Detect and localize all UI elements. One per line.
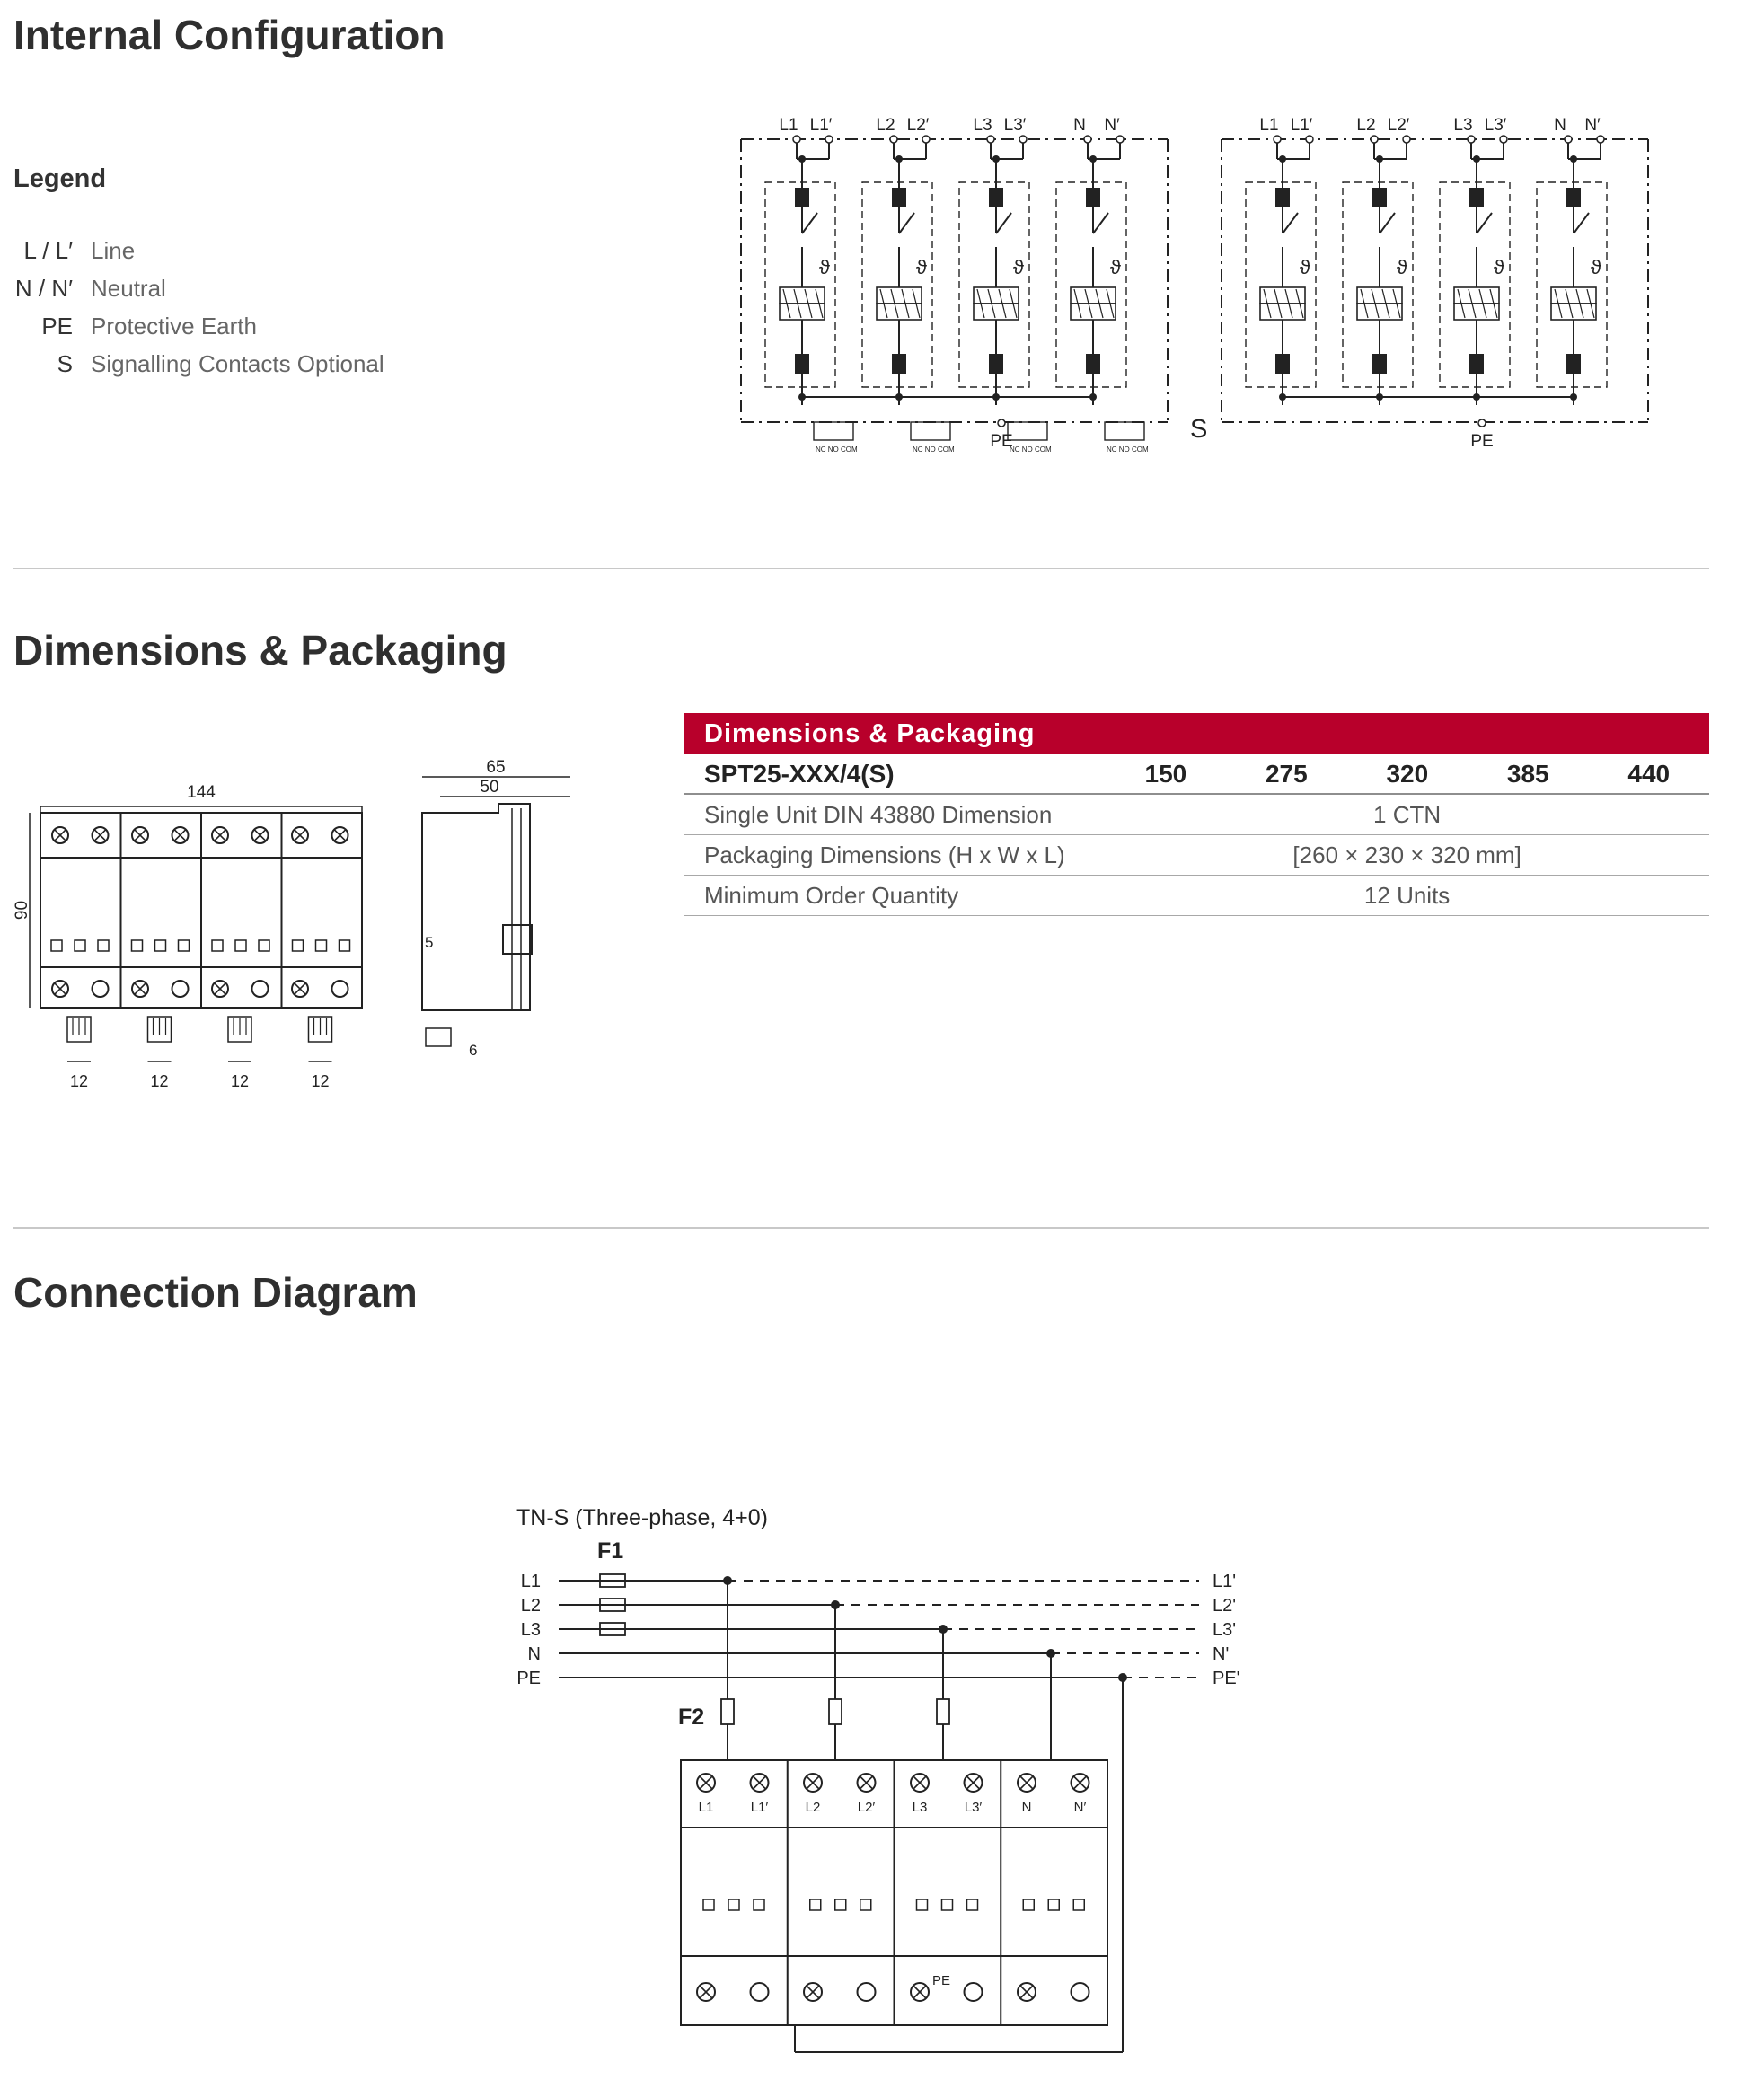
legend-symbol: PE — [41, 312, 73, 339]
thermal-symbol: ϑ — [1013, 256, 1025, 278]
terminal-circle — [332, 981, 348, 997]
indicator-square — [967, 1899, 978, 1910]
terminal-label: N — [1021, 1800, 1032, 1815]
indicator-square — [703, 1899, 714, 1910]
divider — [13, 1227, 1709, 1229]
pe-node — [998, 419, 1005, 427]
terminal-node — [1468, 136, 1475, 143]
fuse-element — [990, 189, 1002, 207]
fuse-element — [796, 355, 808, 373]
terminal-circle — [1072, 1983, 1089, 2001]
terminal-label: N — [1073, 116, 1086, 135]
terminal-node — [1116, 136, 1124, 143]
terminal-circle — [172, 981, 189, 997]
indicator-square — [293, 940, 304, 951]
switch-blade — [1380, 213, 1395, 233]
dim-small-b-label: 6 — [469, 1042, 478, 1059]
fuse-element — [893, 355, 905, 373]
indicator-square — [860, 1899, 871, 1910]
terminal-label: L1 — [1259, 116, 1279, 135]
varistor — [1454, 304, 1499, 320]
fuse-element — [1087, 355, 1099, 373]
signal-contact-box — [911, 422, 950, 440]
dim-depth-label: 65 — [486, 758, 506, 777]
indicator-square — [51, 940, 62, 951]
switch-blade — [899, 213, 914, 233]
voltage-320: 320 — [1386, 759, 1429, 788]
internal-configuration-diagram — [736, 103, 1689, 463]
fuse-element — [1276, 355, 1289, 373]
section-title-connection-diagram: Connection Diagram — [13, 1269, 418, 1316]
legend-symbol: L / L′ — [23, 236, 73, 264]
switch-blade — [1477, 213, 1492, 233]
side-latch — [503, 925, 532, 954]
section-title-dimensions-packaging: Dimensions & Packaging — [13, 627, 507, 674]
line-in-label: N — [527, 1644, 541, 1664]
fuse-element — [1276, 189, 1289, 207]
terminal-node — [1084, 136, 1091, 143]
voltage-150: 150 — [1144, 759, 1187, 788]
s-label: S — [1190, 415, 1208, 444]
terminal-node — [1274, 136, 1281, 143]
thermal-symbol: ϑ — [916, 256, 928, 278]
contact-labels: NC NO COM — [816, 445, 858, 454]
terminal-circle — [93, 981, 109, 997]
terminal-label: L3′ — [1484, 116, 1507, 135]
terminal-label: L3 — [973, 116, 992, 135]
terminal-node — [1500, 136, 1507, 143]
dim-pitch-label: 12 — [69, 1072, 89, 1090]
indicator-square — [179, 940, 190, 951]
line-out-label: L3' — [1213, 1620, 1237, 1640]
terminal-circle — [858, 1983, 876, 2001]
legend-title: Legend — [13, 164, 107, 193]
row-label: Packaging Dimensions (H x W x L) — [704, 841, 1065, 868]
dim-pitch-label: 12 — [150, 1072, 169, 1090]
legend-desc: Signalling Contacts Optional — [91, 349, 384, 377]
fuse-element — [1470, 355, 1483, 373]
dim-small-a-label: 5 — [425, 934, 434, 951]
thermal-symbol: ϑ — [1110, 256, 1122, 278]
indicator-square — [942, 1899, 953, 1910]
legend-list — [13, 232, 384, 383]
pe-label: PE — [1470, 432, 1494, 451]
table-header: Dimensions & Packaging — [684, 713, 1709, 754]
indicator-square — [212, 940, 223, 951]
thermal-symbol: ϑ — [1397, 256, 1408, 278]
contact-labels: NC NO COM — [1010, 445, 1052, 454]
signal-contact-box — [1008, 422, 1047, 440]
terminal-circle — [751, 1983, 769, 2001]
indicator-square — [340, 940, 350, 951]
table-row — [684, 835, 1709, 876]
thermal-symbol: ϑ — [1300, 256, 1311, 278]
row-label: Minimum Order Quantity — [704, 881, 959, 909]
line-out-label: L1' — [1213, 1572, 1237, 1591]
terminal-node — [987, 136, 994, 143]
terminal-circle — [252, 981, 269, 997]
terminal-label: N′ — [1104, 116, 1120, 135]
terminal-label: L1 — [698, 1800, 714, 1815]
contact-labels: NC NO COM — [913, 445, 955, 454]
terminal-circle — [965, 1983, 983, 2001]
side-view-outline — [422, 804, 530, 1010]
terminal-label: L3 — [912, 1800, 928, 1815]
fuse-element — [1567, 355, 1580, 373]
table-row — [684, 795, 1709, 835]
indicator-square — [1073, 1899, 1084, 1910]
line-in-label: L1 — [520, 1572, 541, 1591]
dim-width-label: 144 — [187, 783, 216, 802]
signal-contact-box — [1105, 422, 1144, 440]
fuse-f1-label: F1 — [597, 1538, 624, 1564]
legend-desc: Protective Earth — [91, 312, 257, 339]
terminal-node — [1403, 136, 1410, 143]
switch-blade — [1093, 213, 1108, 233]
thermal-symbol: ϑ — [1591, 256, 1602, 278]
terminal-label: N — [1554, 116, 1566, 135]
legend-item-neutral — [13, 269, 384, 307]
indicator-square — [235, 940, 246, 951]
thermal-symbol: ϑ — [1494, 256, 1505, 278]
line-in-label: PE — [516, 1669, 541, 1688]
din-clip — [426, 1028, 451, 1046]
terminal-label: L1′ — [750, 1800, 769, 1815]
indicator-square — [98, 940, 109, 951]
terminal-label: L2 — [876, 116, 895, 135]
voltage-275: 275 — [1265, 759, 1308, 788]
indicator-square — [728, 1899, 739, 1910]
varistor — [1357, 304, 1402, 320]
indicator-square — [155, 940, 166, 951]
voltage-385: 385 — [1506, 759, 1549, 788]
terminal-label: N′ — [1073, 1800, 1087, 1815]
indicator-square — [1048, 1899, 1059, 1910]
fuse-element — [796, 189, 808, 207]
connection-diagram — [503, 1491, 1266, 2048]
legend-item-line — [13, 232, 384, 269]
row-label: Single Unit DIN 43880 Dimension — [704, 800, 1053, 828]
voltage-440: 440 — [1627, 759, 1671, 788]
terminal-node — [825, 136, 833, 143]
terminal-label: L1′ — [1290, 116, 1313, 135]
fuse-f2-label: F2 — [678, 1705, 705, 1730]
legend-item-protective-earth — [13, 307, 384, 345]
terminal-label: L2′ — [857, 1800, 876, 1815]
indicator-square — [316, 940, 327, 951]
varistor — [1551, 304, 1596, 320]
table-model-row — [684, 754, 1709, 795]
fuse-element — [990, 355, 1002, 373]
line-in-label: L3 — [520, 1620, 541, 1640]
table-row — [684, 876, 1709, 916]
indicator-square — [835, 1899, 846, 1910]
varistor — [1071, 304, 1116, 320]
line-out-label: L2' — [1213, 1596, 1237, 1616]
terminal-label: L1′ — [809, 116, 833, 135]
dimensions-table — [684, 713, 1709, 916]
row-value: [260 × 230 × 320 mm] — [1292, 841, 1521, 868]
section-title-internal-configuration: Internal Configuration — [13, 12, 445, 58]
terminal-node — [922, 136, 930, 143]
terminal-node — [793, 136, 800, 143]
terminal-label: L3′ — [964, 1800, 983, 1815]
fuse-element — [1567, 189, 1580, 207]
pe-label: PE — [990, 432, 1013, 451]
fuse-element — [1373, 189, 1386, 207]
row-value: 1 CTN — [1373, 800, 1442, 828]
terminal-label: L1 — [779, 116, 798, 135]
divider — [13, 568, 1709, 569]
varistor — [780, 304, 825, 320]
indicator-square — [917, 1899, 928, 1910]
indicator-square — [75, 940, 85, 951]
indicator-square — [259, 940, 269, 951]
switch-blade — [1574, 213, 1589, 233]
dimension-drawing — [13, 754, 588, 1114]
indicator-square — [810, 1899, 821, 1910]
connection-title: TN-S (Three-phase, 4+0) — [516, 1505, 768, 1530]
dim-depth-inner-label: 50 — [480, 778, 499, 797]
terminal-label: L2 — [805, 1800, 821, 1815]
fuse-f2-element — [721, 1699, 734, 1724]
terminal-node — [1306, 136, 1313, 143]
varistor — [877, 304, 922, 320]
terminal-label: L2′ — [906, 116, 930, 135]
terminal-node — [1565, 136, 1572, 143]
thermal-symbol: ϑ — [819, 256, 831, 278]
legend-item-signalling — [13, 345, 384, 383]
line-in-label: L2 — [520, 1596, 541, 1616]
indicator-square — [754, 1899, 764, 1910]
signal-contact-box — [814, 422, 853, 440]
dim-height-label: 90 — [13, 900, 31, 921]
terminal-node — [1597, 136, 1604, 143]
pe-node — [1478, 419, 1486, 427]
fuse-element — [1373, 355, 1386, 373]
terminal-label: N′ — [1584, 116, 1601, 135]
fuse-element — [1087, 189, 1099, 207]
indicator-square — [1023, 1899, 1034, 1910]
terminal-label: L2 — [1356, 116, 1376, 135]
dim-pitch-label: 12 — [230, 1072, 250, 1090]
model-name: SPT25-XXX/4(S) — [704, 759, 895, 788]
contact-labels: NC NO COM — [1107, 445, 1149, 454]
line-out-label: PE' — [1213, 1669, 1240, 1688]
varistor — [1260, 304, 1305, 320]
terminal-label: L3′ — [1003, 116, 1027, 135]
fuse-f2-element — [937, 1699, 949, 1724]
pe-label: PE — [931, 1973, 951, 1988]
line-out-label: N' — [1213, 1644, 1230, 1664]
row-value: 12 Units — [1363, 881, 1451, 909]
fuse-element — [1470, 189, 1483, 207]
legend-symbol: N / N′ — [14, 274, 73, 302]
terminal-label: L2′ — [1387, 116, 1410, 135]
terminal-node — [890, 136, 897, 143]
indicator-square — [132, 940, 143, 951]
dim-pitch-label: 12 — [311, 1072, 330, 1090]
fuse-element — [893, 189, 905, 207]
varistor — [974, 304, 1019, 320]
terminal-label: L3 — [1453, 116, 1473, 135]
legend-desc: Neutral — [91, 274, 166, 302]
switch-blade — [1283, 213, 1298, 233]
switch-blade — [996, 213, 1011, 233]
fuse-f2-element — [829, 1699, 842, 1724]
terminal-node — [1019, 136, 1027, 143]
legend-desc: Line — [91, 236, 136, 264]
legend-symbol: S — [57, 349, 73, 377]
switch-blade — [802, 213, 817, 233]
terminal-node — [1371, 136, 1378, 143]
